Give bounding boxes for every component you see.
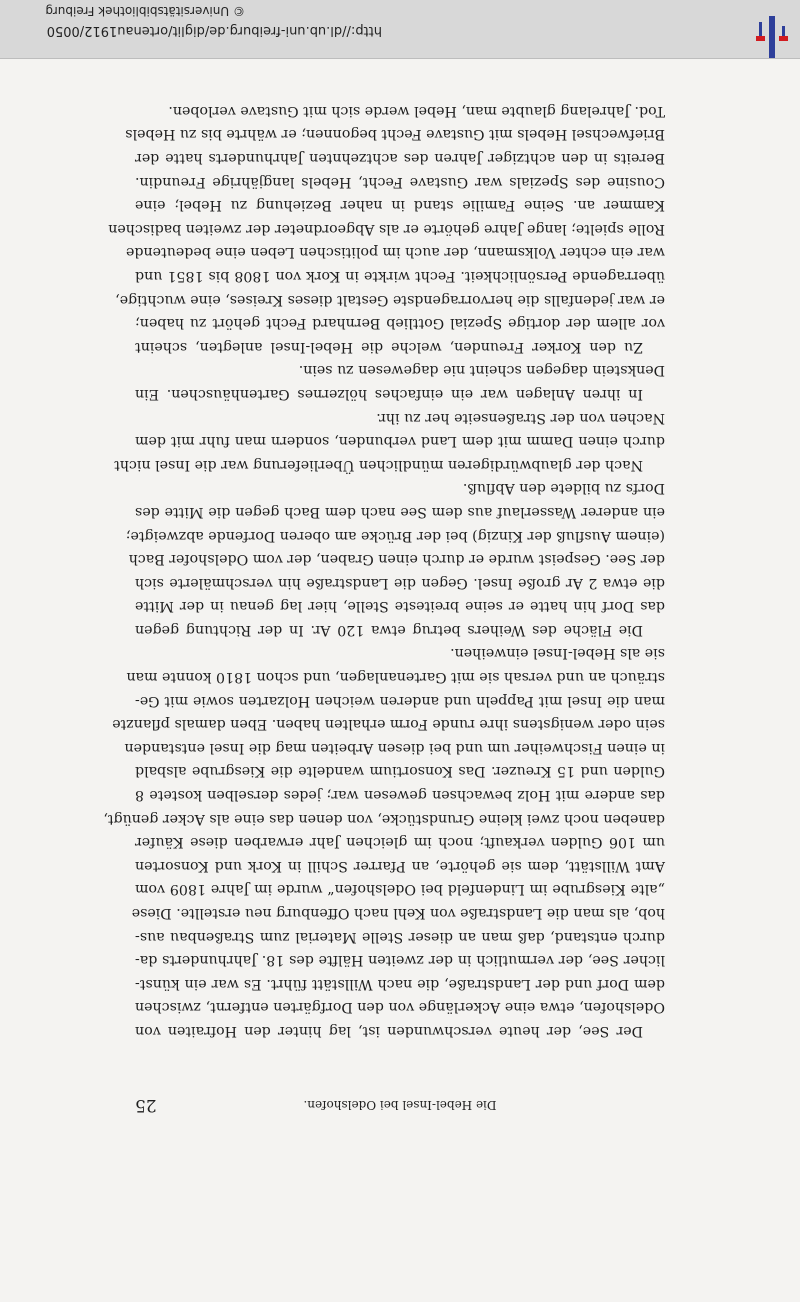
text-line: Briefwechsel Hebels mit Gustave Fecht begonnen; er währte bis zu Hebels bbox=[125, 126, 665, 143]
text-line: „alte Kiesgrube im Lindenfeld bei Odelshofen“ wurde im Jahre 1809 vom bbox=[135, 881, 665, 898]
text-line: licher See, der vermutlich in der zweiten Hälfte des 18. Jahrhunderts da- bbox=[135, 952, 665, 969]
text-line: Gulden und 15 Kreuzer. Das Konsortium wandelte die Kiesgrube alsbald bbox=[135, 763, 665, 780]
text-line: Amt Willstätt, dem sie gehörte, an Pfarrer Schill in Kork und Konsorten bbox=[135, 857, 665, 874]
footer-banner bbox=[0, 0, 800, 59]
paragraph bbox=[108, 98, 665, 358]
running-title: Die Hebel-Insel bei Odelshofen. bbox=[303, 1098, 497, 1112]
text-line: Kammer an. Seine Familie stand in naher Beziehung zu Hebel; eine bbox=[135, 197, 665, 214]
text-line: Die Fläche des Weihers betrug etwa 120 Ar. In der Richtung gegen bbox=[135, 621, 643, 638]
text-line: das Dorf hin hatte er seine breiteste Stelle, hier lag genau in der Mitte bbox=[135, 598, 665, 615]
copyright-notice: © Universitätsbibliothek Freiburg bbox=[45, 4, 245, 18]
text-line: Denkstein dagegen scheint nie dagewesen zu sein. bbox=[298, 362, 665, 379]
text-line: überragende Persönlichkeit. Fecht wirkte in Kork von 1808 bis 1851 und bbox=[135, 268, 665, 284]
ub-freiburg-logo-icon bbox=[752, 16, 792, 58]
text-line: in einen Fischweiher um und bei diesen Arbeiten mag die Insel entstanden bbox=[124, 739, 665, 756]
text-line: Nach der glaubwürdigeren mündlichen Überlieferung war die Insel nicht bbox=[114, 456, 643, 473]
text-line: hob, als man die Landstraße von Kehl nach Offenburg neu erstellte. Diese bbox=[131, 905, 665, 922]
text-line: sie als Hebel-Insel einweihen. bbox=[450, 645, 665, 662]
running-head bbox=[135, 1090, 665, 1115]
text-line: er war jedenfalls die hervorragendste Gestalt dieses Kreises, eine wuchtige, bbox=[115, 291, 665, 308]
paragraph bbox=[103, 641, 665, 1042]
text-line: (einem Ausfluß der Kinzig) bei der Brücke am oberen Dorfende abzweigte; bbox=[125, 527, 665, 544]
paragraph bbox=[114, 405, 665, 476]
text-line: Rolle spielte; lange Jahre gehörte er als Abgeordneter der zweiten badischen bbox=[108, 220, 665, 237]
text-line: vor allem der dortige Spezial Gottlieb Bernhard Fecht gehört zu haben; bbox=[135, 315, 665, 332]
text-line: sein oder wenigstens ihre runde Form erhalten haben. Eben damals pflanzte bbox=[112, 716, 665, 733]
text-line: Nachen von der Straßenseite her zu ihr. bbox=[376, 409, 665, 426]
text-line: man die Insel mit Pappeln und anderen weichen Holzarten sowie mit Ge- bbox=[135, 692, 665, 709]
paragraph bbox=[125, 476, 665, 641]
text-line: Cousine des Spezials war Gustave Fecht, Hebels langjährige Freundin. bbox=[135, 173, 665, 190]
text-line: durch einen Damm mit dem Land verbunden, sondern man fuhr mit dem bbox=[135, 433, 665, 450]
text-line: war ein echter Volksmann, der auch im politischen Leben eine bedeutende bbox=[126, 244, 665, 261]
text-line: Der See, der heute verschwunden ist, lag hinter den Hofraiten von bbox=[135, 1023, 643, 1039]
source-url[interactable]: http://dl.ub.uni-freiburg.de/diglit/ortenau1912/0050 bbox=[46, 23, 382, 38]
text-line: sträuch an und versah sie mit Gartenanlagen, und schon 1810 konnte man bbox=[126, 669, 665, 686]
text-line: Dorfs zu bildete den Abfluß. bbox=[462, 480, 665, 497]
text-line: Bereits in den achtziger Jahren des achtzehnten Jahrhunderts hatte der bbox=[135, 150, 665, 167]
page-number: 25 bbox=[135, 1095, 157, 1115]
text-line: dem Dorf und der Landstraße, die nach Willstätt führt. Es war ein künst- bbox=[135, 975, 665, 992]
paragraph bbox=[135, 358, 665, 405]
page-content bbox=[103, 98, 665, 1115]
text-line: Odelshofen, etwa eine Ackerlänge von den Dorfgärten entfernt, zwischen bbox=[135, 999, 665, 1016]
text-line: daneben noch zwei kleine Grundstücke, von denen das eine als Acker genügt, bbox=[103, 810, 665, 827]
text-line: das andere mit Holz bewachsen gewesen war; jedes derselben kostete 8 bbox=[135, 787, 665, 804]
text-line: durch entstand, daß man an dieser Stelle Material zum Straßenbau aus- bbox=[135, 928, 665, 945]
text-line: die etwa 2 Ar große Insel. Gegen die Landstraße hin verschmälerte sich bbox=[135, 574, 665, 591]
text-line: um 106 Gulden verkauft; noch im gleichen Jahr erwarben diese Käufer bbox=[135, 834, 665, 851]
text-line: der See. Gespeist wurde er durch einen Graben, der vom Odelshofer Bach bbox=[128, 551, 665, 568]
text-line: Zu den Korker Freunden, welche die Hebel-Insel anlegten, scheint bbox=[135, 338, 643, 355]
body-text bbox=[103, 98, 665, 1042]
text-line: Tod. Jahrelang glaubte man, Hebel werde sich mit Gustave verloben. bbox=[168, 102, 665, 119]
text-line: ein anderer Wasserlauf aus dem See nach dem Bach gegen die Mitte des bbox=[135, 503, 665, 520]
text-line: In ihren Anlagen war ein einfaches hölzernes Gartenhäuschen. Ein bbox=[135, 385, 643, 402]
